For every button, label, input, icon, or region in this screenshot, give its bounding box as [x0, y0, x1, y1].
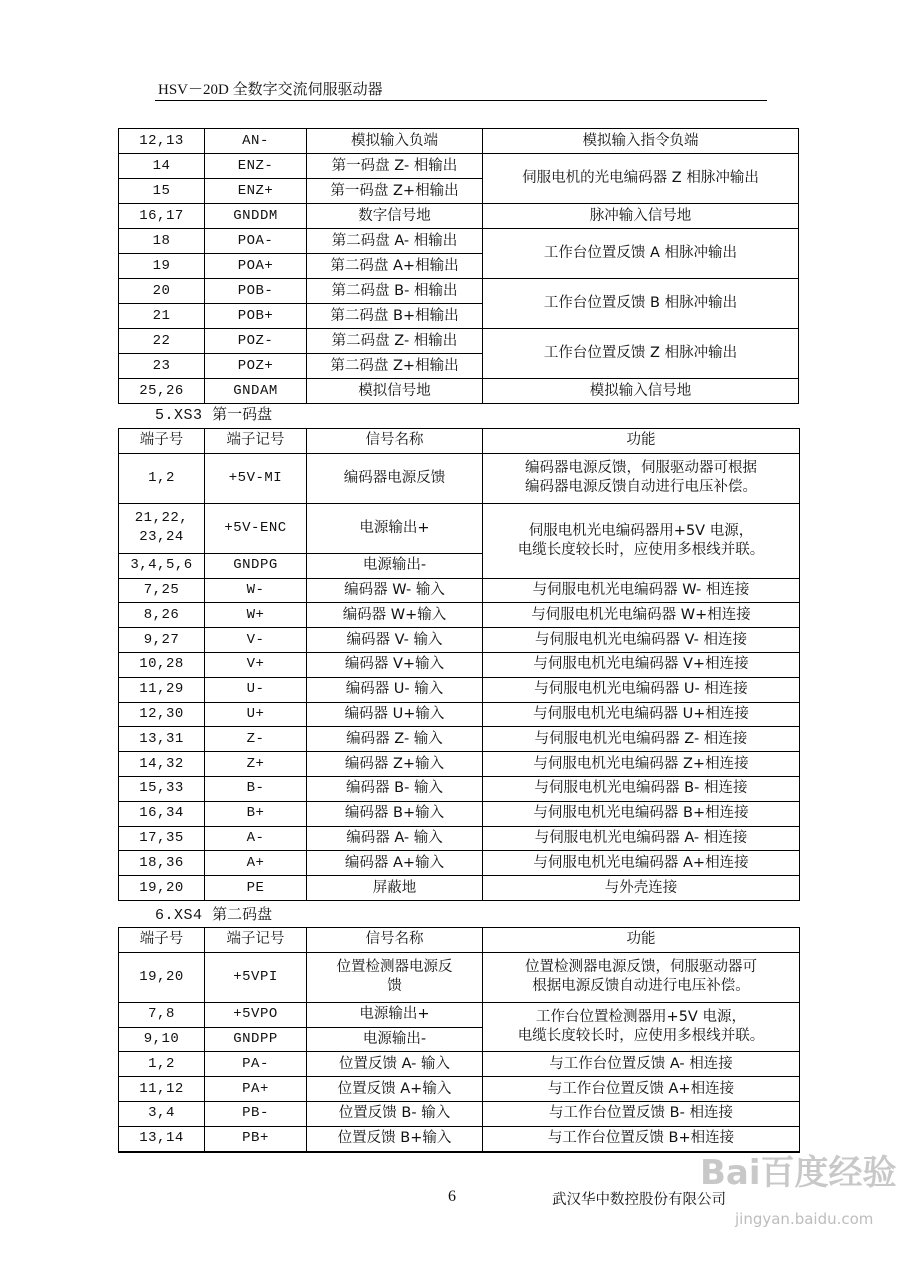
signal-name-cell: 第二码盘 A+相输出	[307, 254, 483, 279]
function-cell: 与伺服电机光电编码器 Z- 相连接	[483, 727, 800, 752]
pin-cell: 12,13	[119, 129, 205, 154]
symbol-cell: B-	[205, 776, 307, 801]
function-cell	[483, 1002, 800, 1052]
function-line: 电缆长度较长时，应使用多根线并联。	[517, 541, 765, 558]
function-cell: 工作台位置反馈 A 相脉冲输出	[483, 229, 799, 279]
symbol-cell: POZ-	[205, 329, 307, 354]
function-cell: 模拟输入信号地	[483, 379, 799, 404]
symbol-cell: PA+	[205, 1077, 307, 1102]
signal-name-line: 馈	[387, 978, 402, 995]
function-line: 伺服电机光电编码器用+5V 电源，	[528, 522, 754, 539]
function-line: 位置检测器电源反馈，伺服驱动器可	[525, 959, 757, 976]
watermark-logo: Bai百度经验	[700, 1153, 897, 1193]
signal-name-cell: 编码器 Z+输入	[307, 752, 483, 777]
function-cell: 与伺服电机光电编码器 B+相连接	[483, 801, 800, 826]
symbol-cell: POA+	[205, 254, 307, 279]
symbol-cell: W-	[205, 578, 307, 603]
symbol-cell: Z-	[205, 727, 307, 752]
function-cell	[483, 503, 800, 578]
signal-name-cell: 编码器 B- 输入	[307, 776, 483, 801]
signal-name-cell: 模拟输入负端	[307, 129, 483, 154]
symbol-cell: GNDAM	[205, 379, 307, 404]
pin-cell: 19,20	[119, 876, 205, 901]
section-number: 5.XS3	[155, 407, 203, 424]
table-row	[119, 279, 799, 304]
signal-name-cell: 编码器 B+输入	[307, 801, 483, 826]
function-cell: 与伺服电机光电编码器 U+相连接	[483, 702, 800, 727]
symbol-cell: GNDPP	[205, 1027, 307, 1052]
function-cell: 与伺服电机光电编码器 A- 相连接	[483, 826, 800, 851]
table-row	[119, 503, 800, 553]
pin-cell: 13,31	[119, 727, 205, 752]
function-cell: 伺服电机的光电编码器 Z 相脉冲输出	[483, 154, 799, 204]
symbol-cell: +5V-MI	[205, 453, 307, 503]
signal-name-cell: 编码器 V- 输入	[307, 628, 483, 653]
pin-cell: 10,28	[119, 652, 205, 677]
table-row	[119, 1101, 800, 1126]
signal-name-cell: 第二码盘 Z- 相输出	[307, 329, 483, 354]
table-row	[119, 1002, 800, 1027]
signal-table-xs2-continued	[118, 128, 799, 404]
signal-name-cell: 屏蔽地	[307, 876, 483, 901]
signal-name-cell: 编码器 U+输入	[307, 702, 483, 727]
column-header: 功能	[483, 429, 800, 454]
function-cell: 与伺服电机光电编码器 A+相连接	[483, 851, 800, 876]
signal-name-cell: 编码器 V+输入	[307, 652, 483, 677]
function-cell	[483, 453, 800, 503]
pin-cell: 21	[119, 304, 205, 329]
function-cell: 与伺服电机光电编码器 W- 相连接	[483, 578, 800, 603]
table-row	[119, 826, 800, 851]
pin-cell: 16,17	[119, 204, 205, 229]
page-number: 6	[448, 1188, 456, 1205]
column-header: 端子号	[119, 429, 205, 454]
section-title: 第一码盘	[212, 405, 273, 423]
function-cell	[483, 952, 800, 1002]
pin-cell: 14	[119, 154, 205, 179]
pin-line: 23,24	[139, 529, 184, 546]
symbol-cell: PE	[205, 876, 307, 901]
table-header-row	[119, 928, 800, 953]
signal-name-cell: 位置反馈 B- 输入	[307, 1101, 483, 1126]
pin-cell: 13,14	[119, 1126, 205, 1151]
column-header: 端子号	[119, 928, 205, 953]
signal-name-cell	[307, 952, 483, 1002]
function-cell: 脉冲输入信号地	[483, 204, 799, 229]
table-row	[119, 603, 800, 628]
function-cell: 与工作台位置反馈 A+相连接	[483, 1077, 800, 1102]
signal-name-cell: 第一码盘 Z+相输出	[307, 179, 483, 204]
pin-cell: 9,10	[119, 1027, 205, 1052]
function-cell: 与伺服电机光电编码器 V- 相连接	[483, 628, 800, 653]
pin-cell: 19,20	[119, 952, 205, 1002]
column-header: 信号名称	[307, 928, 483, 953]
signal-name-cell: 电源输出+	[307, 503, 483, 553]
pin-cell: 16,34	[119, 801, 205, 826]
pin-cell: 3,4,5,6	[119, 553, 205, 578]
function-line: 电缆长度较长时，应使用多根线并联。	[517, 1028, 765, 1045]
section-number: 6.XS4	[155, 907, 203, 924]
table-row	[119, 379, 799, 404]
pin-cell: 14,32	[119, 752, 205, 777]
function-cell: 与伺服电机光电编码器 B- 相连接	[483, 776, 800, 801]
signal-name-cell: 编码器 Z- 输入	[307, 727, 483, 752]
symbol-cell: POA-	[205, 229, 307, 254]
page-header-title: HSV－20D 全数字交流伺服驱动器	[158, 82, 383, 98]
table-row	[119, 727, 800, 752]
table-row	[119, 702, 800, 727]
symbol-cell: +5V-ENC	[205, 503, 307, 553]
pin-cell: 7,25	[119, 578, 205, 603]
table-row	[119, 129, 799, 154]
table-row	[119, 801, 800, 826]
symbol-cell: U-	[205, 677, 307, 702]
pin-cell: 12,30	[119, 702, 205, 727]
symbol-cell: ENZ+	[205, 179, 307, 204]
table-row	[119, 677, 800, 702]
symbol-cell: V-	[205, 628, 307, 653]
symbol-cell: PB-	[205, 1101, 307, 1126]
function-cell: 工作台位置反馈 Z 相脉冲输出	[483, 329, 799, 379]
function-cell: 与伺服电机光电编码器 U- 相连接	[483, 677, 800, 702]
signal-name-cell: 电源输出-	[307, 553, 483, 578]
column-header: 信号名称	[307, 429, 483, 454]
symbol-cell: Z+	[205, 752, 307, 777]
table-row	[119, 851, 800, 876]
signal-name-cell: 位置反馈 A+输入	[307, 1077, 483, 1102]
table-header-row	[119, 429, 800, 454]
table-row	[119, 329, 799, 354]
function-line: 编码器电源反馈，伺服驱动器可根据	[525, 460, 757, 477]
signal-name-cell: 编码器 A+输入	[307, 851, 483, 876]
function-cell: 模拟输入指令负端	[483, 129, 799, 154]
signal-name-cell: 编码器 A- 输入	[307, 826, 483, 851]
column-header: 功能	[483, 928, 800, 953]
symbol-cell: +5VPI	[205, 952, 307, 1002]
table-row	[119, 1126, 800, 1151]
pin-cell: 19	[119, 254, 205, 279]
table-row	[119, 578, 800, 603]
signal-name-cell: 电源输出-	[307, 1027, 483, 1052]
symbol-cell: B+	[205, 801, 307, 826]
pin-cell: 7,8	[119, 1002, 205, 1027]
signal-name-cell: 编码器 W- 输入	[307, 578, 483, 603]
column-header: 端子记号	[205, 928, 307, 953]
pin-cell: 23	[119, 354, 205, 379]
pin-cell: 17,35	[119, 826, 205, 851]
signal-name-cell: 编码器 W+输入	[307, 603, 483, 628]
symbol-cell: GNDDM	[205, 204, 307, 229]
pin-cell: 18	[119, 229, 205, 254]
signal-name-cell: 第二码盘 B- 相输出	[307, 279, 483, 304]
table-row	[119, 229, 799, 254]
signal-name-cell: 模拟信号地	[307, 379, 483, 404]
signal-name-line: 位置检测器电源反	[336, 959, 453, 976]
symbol-cell: PB+	[205, 1126, 307, 1151]
symbol-cell: V+	[205, 652, 307, 677]
signal-name-cell: 第二码盘 B+相输出	[307, 304, 483, 329]
pin-cell: 1,2	[119, 453, 205, 503]
symbol-cell: ENZ-	[205, 154, 307, 179]
signal-name-cell: 第二码盘 Z+相输出	[307, 354, 483, 379]
signal-table-xs3	[118, 428, 800, 901]
pin-cell: 11,12	[119, 1077, 205, 1102]
pin-cell: 15,33	[119, 776, 205, 801]
table-row	[119, 752, 800, 777]
signal-name-cell: 位置反馈 B+输入	[307, 1126, 483, 1151]
table-row	[119, 952, 800, 1002]
symbol-cell: PA-	[205, 1052, 307, 1077]
section-heading-xs3	[155, 403, 272, 424]
symbol-cell: POB-	[205, 279, 307, 304]
table-row	[119, 628, 800, 653]
signal-name-cell: 第二码盘 A- 相输出	[307, 229, 483, 254]
function-cell: 与工作台位置反馈 A- 相连接	[483, 1052, 800, 1077]
function-line: 根据电源反馈自动进行电压补偿。	[532, 978, 750, 995]
pin-cell: 9,27	[119, 628, 205, 653]
section-heading-xs4	[155, 903, 272, 924]
pin-cell: 22	[119, 329, 205, 354]
signal-name-cell: 数字信号地	[307, 204, 483, 229]
symbol-cell: A-	[205, 826, 307, 851]
function-cell: 与伺服电机光电编码器 W+相连接	[483, 603, 800, 628]
column-header: 端子记号	[205, 429, 307, 454]
table-row	[119, 876, 800, 901]
pin-cell: 8,26	[119, 603, 205, 628]
symbol-cell: POZ+	[205, 354, 307, 379]
symbol-cell: POB+	[205, 304, 307, 329]
table-row	[119, 776, 800, 801]
function-cell: 与工作台位置反馈 B- 相连接	[483, 1101, 800, 1126]
signal-name-cell: 电源输出+	[307, 1002, 483, 1027]
signal-table-xs4	[118, 927, 800, 1152]
function-cell: 与工作台位置反馈 B+相连接	[483, 1126, 800, 1151]
table-row	[119, 204, 799, 229]
signal-name-cell: 第一码盘 Z- 相输出	[307, 154, 483, 179]
pin-cell: 25,26	[119, 379, 205, 404]
function-cell: 与伺服电机光电编码器 Z+相连接	[483, 752, 800, 777]
section-title: 第二码盘	[212, 905, 273, 923]
pin-cell	[119, 503, 205, 553]
table-row	[119, 1052, 800, 1077]
watermark-url: jingyan.baidu.com	[735, 1210, 874, 1228]
signal-name-cell: 编码器 U- 输入	[307, 677, 483, 702]
symbol-cell: W+	[205, 603, 307, 628]
table-row	[119, 1077, 800, 1102]
footer-divider	[118, 1152, 800, 1153]
symbol-cell: A+	[205, 851, 307, 876]
table-row	[119, 154, 799, 179]
function-cell: 与外壳连接	[483, 876, 800, 901]
symbol-cell: +5VPO	[205, 1002, 307, 1027]
function-cell: 与伺服电机光电编码器 V+相连接	[483, 652, 800, 677]
function-cell: 工作台位置反馈 B 相脉冲输出	[483, 279, 799, 329]
pin-cell: 1,2	[119, 1052, 205, 1077]
table-row	[119, 453, 800, 503]
pin-line: 21,22,	[134, 510, 189, 527]
pin-cell: 15	[119, 179, 205, 204]
pin-cell: 11,29	[119, 677, 205, 702]
symbol-cell: AN-	[205, 129, 307, 154]
table-row	[119, 652, 800, 677]
signal-name-cell: 编码器电源反馈	[307, 453, 483, 503]
pin-cell: 20	[119, 279, 205, 304]
symbol-cell: GNDPG	[205, 553, 307, 578]
symbol-cell: U+	[205, 702, 307, 727]
header-divider	[155, 100, 767, 101]
signal-name-cell: 位置反馈 A- 输入	[307, 1052, 483, 1077]
function-line: 编码器电源反馈自动进行电压补偿。	[525, 479, 757, 496]
pin-cell: 18,36	[119, 851, 205, 876]
company-name: 武汉华中数控股份有限公司	[552, 1192, 726, 1208]
pin-cell: 3,4	[119, 1101, 205, 1126]
function-line: 工作台位置检测器用+5V 电源，	[536, 1009, 746, 1026]
